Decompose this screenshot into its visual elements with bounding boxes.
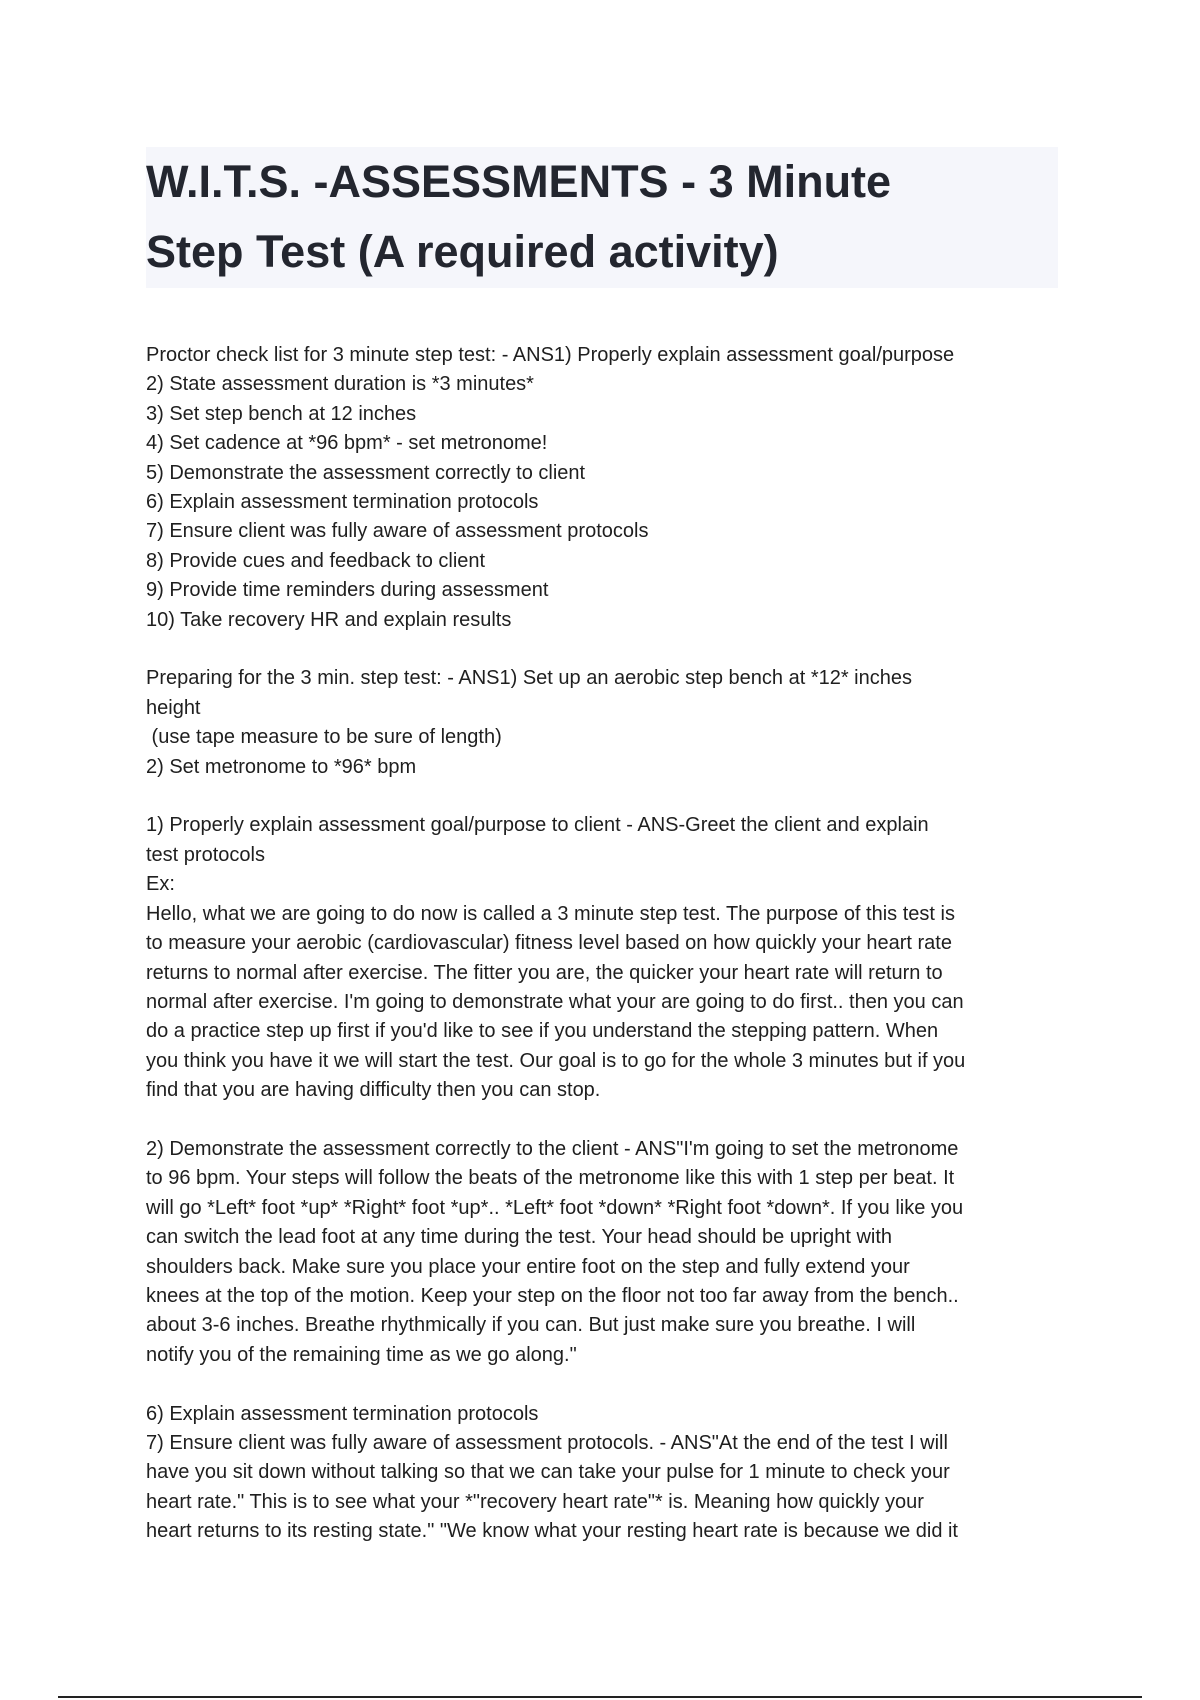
text-line: normal after exercise. I'm going to demonstrate what your are going to do first.. then you can: [146, 990, 964, 1013]
text-line: to measure your aerobic (cardiovascular) fitness level based on how quickly your heart rate: [146, 932, 952, 955]
text-line: knees at the top of the motion. Keep your step on the floor not too far away from the bench..: [146, 1284, 959, 1307]
text-line: 5) Demonstrate the assessment correctly to client: [146, 461, 586, 484]
text-line: shoulders back. Make sure you place your entire foot on the step and fully extend your: [146, 1255, 910, 1278]
text-line: (use tape measure to be sure of length): [146, 726, 502, 749]
text-line: 1) Properly explain assessment goal/purpose to client - ANS-Greet the client and explain: [146, 814, 929, 837]
title-line-1: W.I.T.S. -ASSESSMENTS - 3 Minute: [146, 156, 892, 207]
title-banner: [146, 147, 1058, 288]
text-line: you think you have it we will start the test. Our goal is to go for the whole 3 minutes but if you: [146, 1049, 966, 1072]
title-line-2: Step Test (A required activity): [146, 226, 779, 277]
text-line: find that you are having difficulty then you can stop.: [146, 1079, 601, 1102]
text-line: will go *Left* foot *up* *Right* foot *up*.. *Left* foot *down* *Right foot *down*. If you like you: [146, 1196, 964, 1219]
text-line: Proctor check list for 3 minute step test: - ANS1) Properly explain assessment goal/purpose: [146, 344, 955, 366]
paragraph-proctor-checklist: [146, 341, 1066, 635]
text-line: 2) Set metronome to *96* bpm: [146, 755, 417, 778]
text-line: 7) Ensure client was fully aware of assessment protocols: [146, 520, 649, 543]
text-line: Preparing for the 3 min. step test: - ANS1) Set up an aerobic step bench at *12* inches: [146, 667, 912, 690]
text-line: to 96 bpm. Your steps will follow the beats of the metronome like this with 1 step per beat. It: [146, 1167, 955, 1190]
text-line: 2) State assessment duration is *3 minutes*: [146, 373, 534, 396]
text-line: 9) Provide time reminders during assessment: [146, 579, 549, 602]
text-line: 3) Set step bench at 12 inches: [146, 402, 417, 425]
text-line: 10) Take recovery HR and explain results: [146, 608, 512, 631]
text-line: 7) Ensure client was fully aware of assessment protocols. - ANS"At the end of the test I will: [146, 1431, 948, 1454]
text-line: Hello, what we are going to do now is called a 3 minute step test. The purpose of this test is: [146, 902, 955, 925]
text-line: heart returns to its resting state." "We know what your resting heart rate is because we did it: [146, 1520, 958, 1543]
paragraph-termination: [146, 1400, 1066, 1547]
text-line: 2) Demonstrate the assessment correctly to the client - ANS"I'm going to set the metronome: [146, 1137, 959, 1160]
page-bottom-divider: [58, 1696, 1142, 1698]
paragraph-demonstrate: [146, 1135, 1066, 1370]
text-line: 6) Explain assessment termination protocols: [146, 1402, 539, 1425]
text-line: can switch the lead foot at any time during the test. Your head should be upright with: [146, 1226, 893, 1249]
text-line: about 3-6 inches. Breathe rhythmically if you can. But just make sure you breathe. I will: [146, 1314, 916, 1337]
text-line: heart rate." This is to see what your *"recovery heart rate"* is. Meaning how quickly your: [146, 1490, 924, 1513]
text-line: height: [146, 696, 201, 719]
page-title: [146, 147, 1058, 287]
paragraph-preparing: [146, 664, 1066, 782]
text-line: 8) Provide cues and feedback to client: [146, 549, 486, 572]
text-line: have you sit down without talking so that we can take your pulse for 1 minute to check your: [146, 1461, 950, 1484]
text-line: test protocols: [146, 843, 265, 866]
text-line: Ex:: [146, 873, 175, 896]
paragraph-explain-purpose: [146, 811, 1066, 1105]
text-line: 4) Set cadence at *96 bpm* - set metronome!: [146, 432, 548, 455]
text-line: do a practice step up first if you'd like to see if you understand the stepping pattern. When: [146, 1020, 939, 1043]
document-body: [146, 341, 1066, 1576]
text-line: returns to normal after exercise. The fitter you are, the quicker your heart rate will return to: [146, 961, 943, 984]
text-line: notify you of the remaining time as we go along.": [146, 1343, 577, 1366]
text-line: 6) Explain assessment termination protocols: [146, 491, 539, 514]
